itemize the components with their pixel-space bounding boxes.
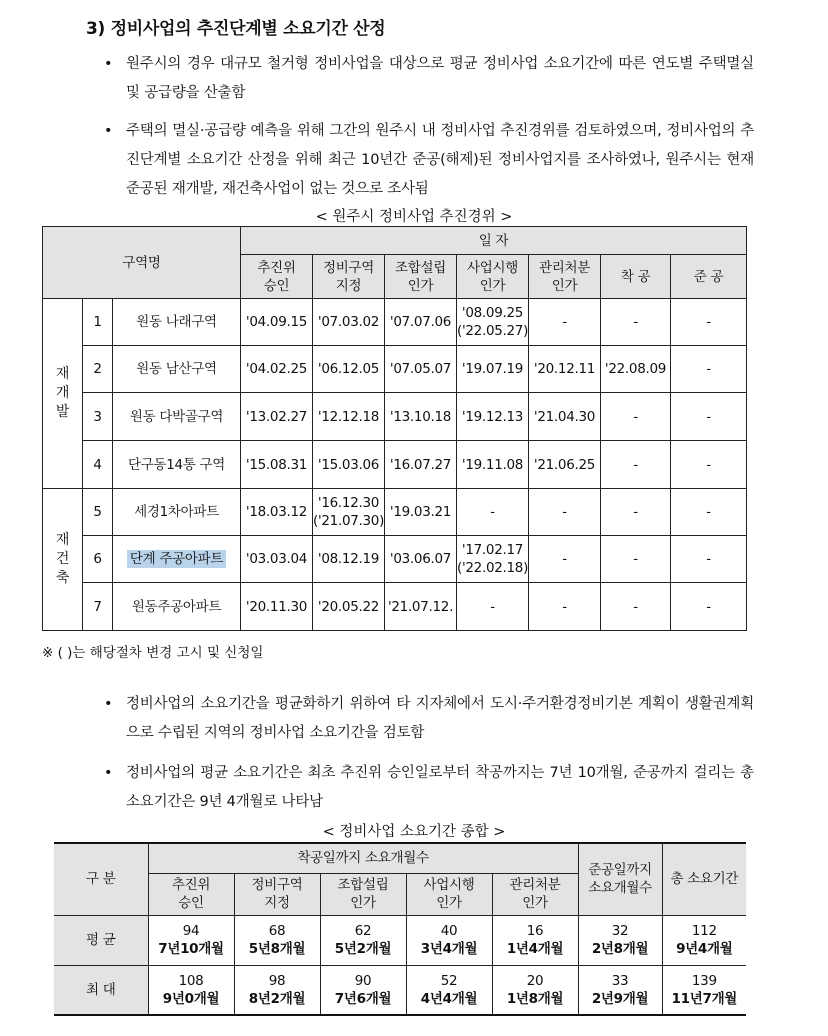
table-row [43, 583, 747, 631]
date-cell: - [457, 583, 529, 631]
period-value: 8년2개월 [248, 990, 306, 1007]
column-header: 착 공 [601, 255, 671, 299]
district-name: 원동 다박골구역 [113, 393, 241, 441]
date-cell: '20.11.30 [241, 583, 313, 631]
date-cell: '07.05.07 [385, 346, 457, 393]
months-value: 68 [268, 923, 286, 939]
district-name: 단구동14통 구역 [113, 441, 241, 489]
value-cell [492, 965, 578, 1015]
date-header: 일 자 [241, 227, 747, 255]
column-header: 추진위 승인 [241, 255, 313, 299]
value-cell [148, 965, 234, 1015]
date-cell: - [529, 489, 601, 536]
date-cell: '07.07.06 [385, 299, 457, 346]
date-cell: '17.02.17 ('22.02.18) [457, 536, 529, 583]
total-header: 총 소요기간 [662, 843, 746, 915]
group-header: 착공일까지 소요개월수 [148, 843, 578, 873]
row-number: 6 [83, 536, 113, 583]
period-value: 1년8개월 [506, 990, 564, 1007]
date-cell: - [601, 489, 671, 536]
date-cell: '15.03.06 [313, 441, 385, 489]
date-cell: - [529, 299, 601, 346]
bullet-item [104, 690, 754, 748]
period-value: 4년4개월 [420, 990, 478, 1007]
date-cell: - [671, 536, 747, 583]
date-cell: '19.07.19 [457, 346, 529, 393]
date-cell: '04.02.25 [241, 346, 313, 393]
bullet-text: 정비사업의 평균 소요기간은 최초 추진위 승인일로부터 착공까지는 7년 10개월, 준공까지 걸리는 총 소요기간은 9년 4개월로 나타남 [126, 765, 754, 810]
table-row [54, 965, 746, 1015]
period-value: 11년7개월 [671, 990, 738, 1007]
date-cell: '08.09.25 ('22.05.27) [457, 299, 529, 346]
months-value: 40 [440, 923, 458, 939]
value-cell [492, 915, 578, 965]
value-cell [662, 965, 746, 1015]
date-cell: '16.12.30 ('21.07.30) [313, 489, 385, 536]
row-number: 3 [83, 393, 113, 441]
column-header: 사업시행 인가 [457, 255, 529, 299]
duration-summary-table [54, 842, 746, 1016]
date-cell: '22.08.09 [601, 346, 671, 393]
period-value: 7년10개월 [158, 941, 224, 957]
date-cell: - [671, 346, 747, 393]
row-number: 2 [83, 346, 113, 393]
period-value: 2년8개월 [591, 941, 649, 957]
months-value: 108 [178, 972, 204, 989]
date-cell: - [601, 583, 671, 631]
completion-header: 준공일까지 소요개월수 [578, 843, 662, 915]
months-value: 98 [268, 972, 286, 989]
bullet-item [104, 759, 754, 817]
months-value: 32 [611, 923, 629, 939]
date-cell: '03.06.07 [385, 536, 457, 583]
months-value: 90 [354, 972, 372, 989]
bullet-text: 정비사업의 소요기간을 평균화하기 위하여 타 지자체에서 도시·주거환경정비기본 계획이 생활권계획으로 수립된 지역의 정비사업 소요기간을 검토함 [126, 696, 754, 741]
date-cell: '20.05.22 [313, 583, 385, 631]
table2-caption: < 정비사업 소요기간 종합 > [322, 824, 506, 840]
sub-column-header: 조합설립 인가 [320, 873, 406, 915]
value-cell [320, 915, 406, 965]
date-cell: '08.12.19 [313, 536, 385, 583]
date-cell: - [671, 299, 747, 346]
group-label: 재 건 축 [43, 489, 83, 631]
months-value: 16 [526, 923, 544, 939]
date-cell: '13.02.27 [241, 393, 313, 441]
table-row [43, 393, 747, 441]
date-cell: - [671, 441, 747, 489]
table1-note: ※ ( )는 해당절차 변경 고시 및 신청일 [42, 645, 264, 661]
bullet-text: 원주시의 경우 대규모 철거형 정비사업을 대상으로 평균 정비사업 소요기간에 따른 연도별 주택멸실 및 공급량을 산출함 [126, 56, 754, 101]
value-cell [234, 915, 320, 965]
date-cell: - [601, 536, 671, 583]
category-header: 구 분 [54, 843, 148, 915]
bullet-icon: • [104, 123, 113, 139]
date-cell: - [601, 299, 671, 346]
period-value: 3년4개월 [420, 941, 478, 957]
period-value: 2년9개월 [591, 990, 649, 1007]
row-number: 1 [83, 299, 113, 346]
period-value: 5년8개월 [248, 941, 306, 957]
value-cell [578, 915, 662, 965]
date-cell: - [601, 393, 671, 441]
value-cell [320, 965, 406, 1015]
row-number: 5 [83, 489, 113, 536]
date-cell: - [457, 489, 529, 536]
bullet-item [104, 50, 754, 108]
table-row [54, 915, 746, 965]
date-cell: '13.10.18 [385, 393, 457, 441]
sub-column-header: 정비구역 지정 [234, 873, 320, 915]
bullet-icon: • [104, 765, 113, 781]
district-name: 원동 나래구역 [113, 299, 241, 346]
district-name [113, 536, 241, 583]
value-cell [148, 915, 234, 965]
bullet-item [104, 117, 754, 204]
group-label: 재 개 발 [43, 299, 83, 489]
period-value: 7년6개월 [334, 990, 392, 1007]
table-row [43, 299, 747, 346]
value-cell [234, 965, 320, 1015]
value-cell [406, 915, 492, 965]
district-name: 세경1차아파트 [113, 489, 241, 536]
row-number: 4 [83, 441, 113, 489]
district-header: 구역명 [43, 227, 241, 299]
table-row [43, 346, 747, 393]
date-cell: '03.03.04 [241, 536, 313, 583]
months-value: 94 [182, 923, 200, 939]
date-cell: '21.07.12. [385, 583, 457, 631]
date-cell: - [529, 536, 601, 583]
period-value: 9년4개월 [676, 941, 733, 957]
period-value: 5년2개월 [334, 941, 392, 957]
table-row [43, 489, 747, 536]
value-cell [406, 965, 492, 1015]
date-cell: - [671, 393, 747, 441]
months-value: 52 [440, 972, 458, 989]
table-row [43, 441, 747, 489]
table1-caption: < 원주시 정비사업 추진경위 > [315, 209, 513, 225]
date-cell: '18.03.12 [241, 489, 313, 536]
date-cell: '06.12.05 [313, 346, 385, 393]
bullet-icon: • [104, 56, 113, 72]
months-value: 139 [691, 972, 717, 989]
date-cell: '15.08.31 [241, 441, 313, 489]
column-header: 정비구역 지정 [313, 255, 385, 299]
period-value: 9년0개월 [162, 990, 220, 1007]
period-value: 1년4개월 [506, 941, 564, 957]
column-header: 조합설립 인가 [385, 255, 457, 299]
column-header: 관리처분 인가 [529, 255, 601, 299]
section-heading: 3) 정비사업의 추진단계별 소요기간 산정 [86, 19, 386, 39]
project-history-table [42, 226, 747, 631]
months-value: 112 [691, 923, 717, 939]
date-cell: '04.09.15 [241, 299, 313, 346]
months-value: 62 [354, 923, 372, 939]
value-cell [662, 915, 746, 965]
months-value: 20 [526, 972, 544, 989]
sub-column-header: 사업시행 인가 [406, 873, 492, 915]
bullet-icon: • [104, 696, 113, 712]
months-value: 33 [611, 972, 629, 989]
table-row [43, 536, 747, 583]
date-cell: - [671, 583, 747, 631]
value-cell [578, 965, 662, 1015]
column-header: 준 공 [671, 255, 747, 299]
district-name: 원동주공아파트 [113, 583, 241, 631]
date-cell: '21.06.25 [529, 441, 601, 489]
row-label: 평 균 [54, 915, 148, 965]
date-cell: '19.12.13 [457, 393, 529, 441]
date-cell: '19.11.08 [457, 441, 529, 489]
date-cell: - [671, 489, 747, 536]
date-cell: '21.04.30 [529, 393, 601, 441]
district-name: 원동 남산구역 [113, 346, 241, 393]
date-cell: '07.03.02 [313, 299, 385, 346]
date-cell: - [601, 441, 671, 489]
row-label: 최 대 [54, 965, 148, 1015]
date-cell: '16.07.27 [385, 441, 457, 489]
sub-column-header: 관리처분 인가 [492, 873, 578, 915]
row-number: 7 [83, 583, 113, 631]
date-cell: '12.12.18 [313, 393, 385, 441]
bullet-text: 주택의 멸실·공급량 예측을 위해 그간의 원주시 내 정비사업 추진경위를 검토하였으며, 정비사업의 추진단계별 소요기간 산정을 위해 최근 10년간 준공(해제)된 정비사업지를 조사하였나, 원주시는 현재 준공된 재개발, 재건축사업이 없는 것으로 조사됨 [126, 123, 754, 197]
date-cell: '19.03.21 [385, 489, 457, 536]
highlighted-district-name: 단계 주공아파트 [127, 550, 226, 568]
date-cell: '20.12.11 [529, 346, 601, 393]
date-cell: - [529, 583, 601, 631]
sub-column-header: 추진위 승인 [148, 873, 234, 915]
